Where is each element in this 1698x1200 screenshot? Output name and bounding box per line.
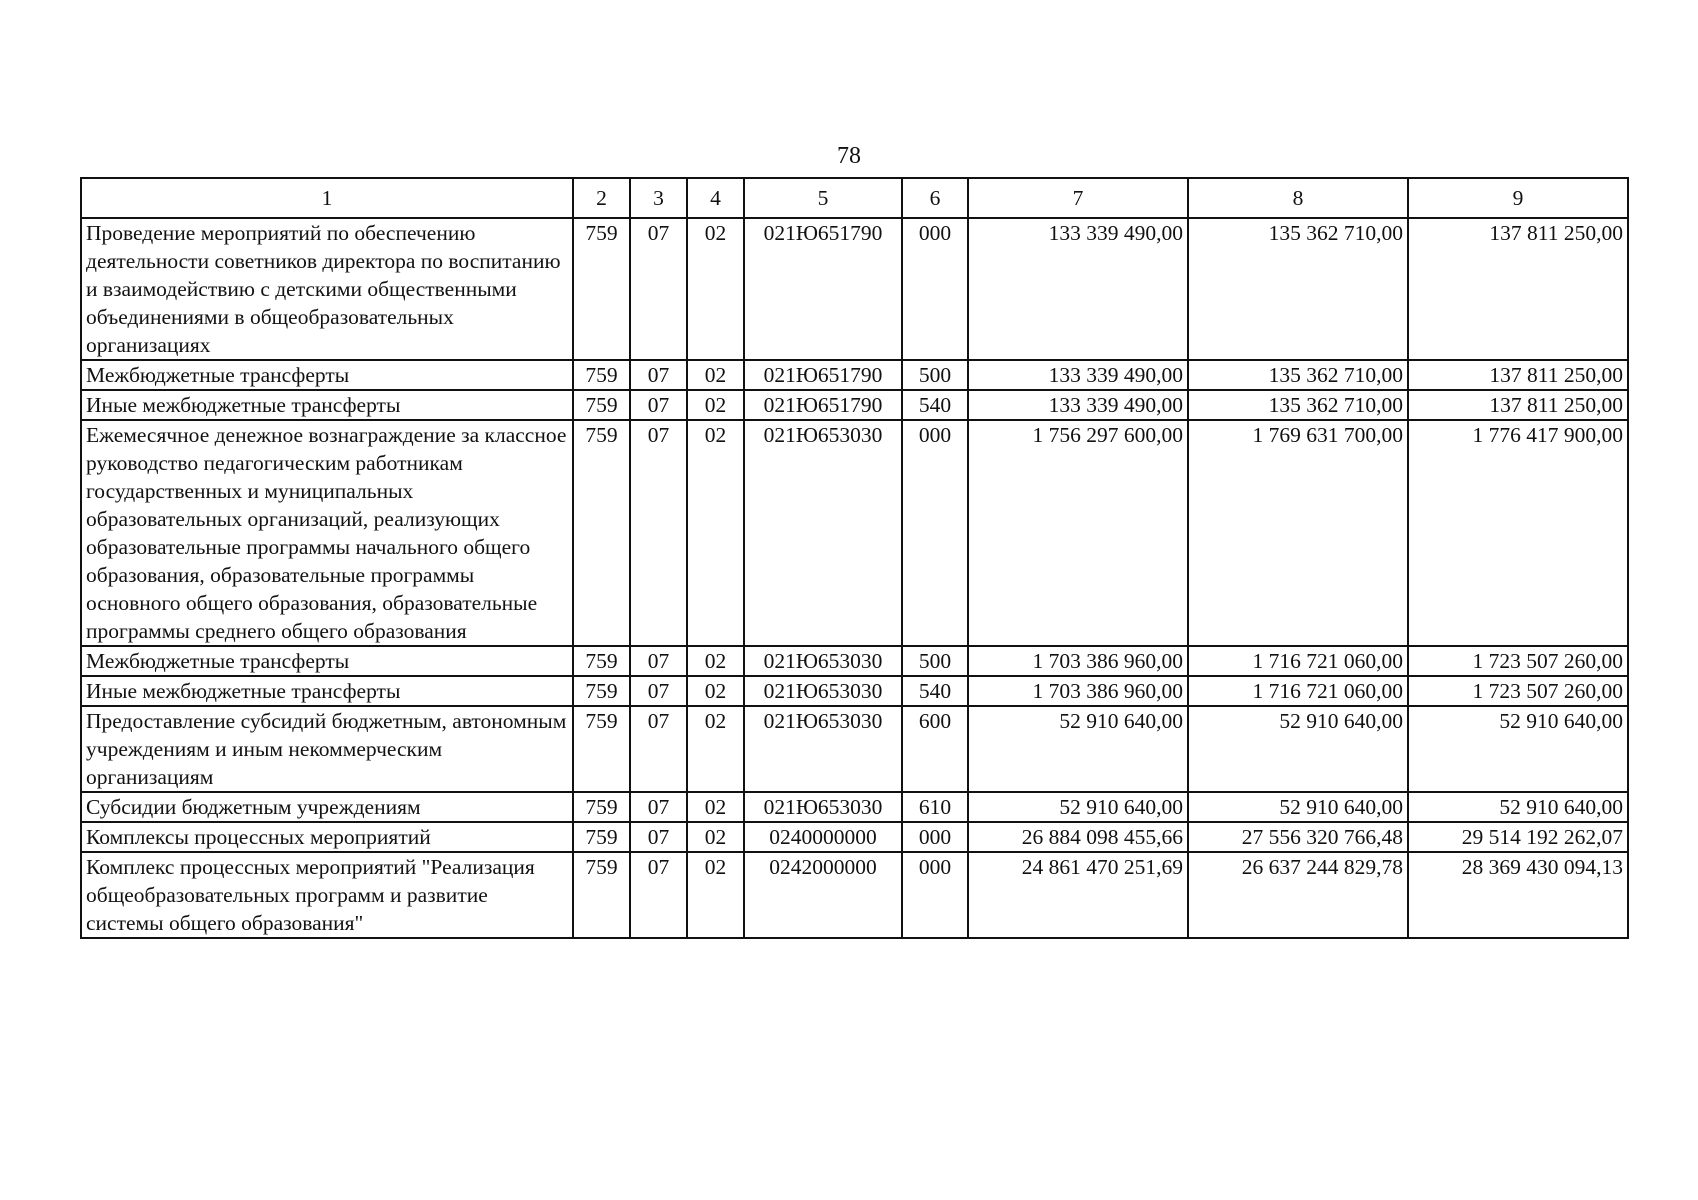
column-header-7: 7 (968, 178, 1188, 218)
row-name: Комплекс процессных мероприятий "Реализация общеобразовательных программ и развитие системы общего образования" (81, 852, 573, 938)
section-code: 07 (630, 360, 687, 390)
section-code: 07 (630, 646, 687, 676)
target-article-code: 021Ю651790 (744, 360, 902, 390)
row-name: Комплексы процессных мероприятий (81, 822, 573, 852)
row-name: Проведение мероприятий по обеспечению деятельности советников директора по воспитанию и взаимодействию с детскими общественными объединениями в общеобразовательных организациях (81, 218, 573, 360)
subsection-code: 02 (687, 360, 744, 390)
amount-col-7: 52 910 640,00 (968, 792, 1188, 822)
header-row (81, 178, 1628, 218)
amount-col-8: 1 716 721 060,00 (1188, 646, 1408, 676)
table-row (81, 822, 1628, 852)
column-header-6: 6 (902, 178, 968, 218)
section-code: 07 (630, 218, 687, 360)
row-name: Иные межбюджетные трансферты (81, 390, 573, 420)
table-row (81, 420, 1628, 646)
ministry-code: 759 (573, 646, 630, 676)
expense-type-code: 500 (902, 646, 968, 676)
ministry-code: 759 (573, 852, 630, 938)
amount-col-7: 133 339 490,00 (968, 390, 1188, 420)
ministry-code: 759 (573, 390, 630, 420)
expense-type-code: 540 (902, 390, 968, 420)
amount-col-9: 52 910 640,00 (1408, 792, 1628, 822)
expense-type-code: 540 (902, 676, 968, 706)
amount-col-7: 1 703 386 960,00 (968, 646, 1188, 676)
row-name: Межбюджетные трансферты (81, 646, 573, 676)
amount-col-7: 26 884 098 455,66 (968, 822, 1188, 852)
amount-col-8: 26 637 244 829,78 (1188, 852, 1408, 938)
amount-col-9: 137 811 250,00 (1408, 390, 1628, 420)
amount-col-7: 133 339 490,00 (968, 360, 1188, 390)
ministry-code: 759 (573, 360, 630, 390)
row-name: Иные межбюджетные трансферты (81, 676, 573, 706)
column-header-8: 8 (1188, 178, 1408, 218)
amount-col-9: 1 723 507 260,00 (1408, 646, 1628, 676)
column-header-1: 1 (81, 178, 573, 218)
ministry-code: 759 (573, 706, 630, 792)
subsection-code: 02 (687, 852, 744, 938)
amount-col-9: 1 723 507 260,00 (1408, 676, 1628, 706)
amount-col-7: 24 861 470 251,69 (968, 852, 1188, 938)
expense-type-code: 000 (902, 822, 968, 852)
target-article-code: 021Ю653030 (744, 420, 902, 646)
column-header-3: 3 (630, 178, 687, 218)
target-article-code: 021Ю653030 (744, 792, 902, 822)
expense-type-code: 000 (902, 852, 968, 938)
amount-col-8: 52 910 640,00 (1188, 706, 1408, 792)
subsection-code: 02 (687, 390, 744, 420)
amount-col-7: 1 703 386 960,00 (968, 676, 1188, 706)
amount-col-8: 135 362 710,00 (1188, 390, 1408, 420)
column-header-5: 5 (744, 178, 902, 218)
page-number: 78 (837, 143, 861, 169)
amount-col-8: 1 716 721 060,00 (1188, 676, 1408, 706)
ministry-code: 759 (573, 218, 630, 360)
amount-col-9: 137 811 250,00 (1408, 218, 1628, 360)
table-row (81, 218, 1628, 360)
target-article-code: 0242000000 (744, 852, 902, 938)
table-row (81, 646, 1628, 676)
amount-col-9: 52 910 640,00 (1408, 706, 1628, 792)
expense-type-code: 600 (902, 706, 968, 792)
amount-col-8: 52 910 640,00 (1188, 792, 1408, 822)
amount-col-7: 52 910 640,00 (968, 706, 1188, 792)
amount-col-7: 133 339 490,00 (968, 218, 1188, 360)
table-row (81, 706, 1628, 792)
ministry-code: 759 (573, 822, 630, 852)
table-row (81, 852, 1628, 938)
ministry-code: 759 (573, 676, 630, 706)
section-code: 07 (630, 676, 687, 706)
row-name: Межбюджетные трансферты (81, 360, 573, 390)
column-header-4: 4 (687, 178, 744, 218)
subsection-code: 02 (687, 676, 744, 706)
amount-col-9: 29 514 192 262,07 (1408, 822, 1628, 852)
subsection-code: 02 (687, 646, 744, 676)
amount-col-9: 137 811 250,00 (1408, 360, 1628, 390)
amount-col-8: 27 556 320 766,48 (1188, 822, 1408, 852)
table-row (81, 360, 1628, 390)
section-code: 07 (630, 822, 687, 852)
expense-type-code: 000 (902, 218, 968, 360)
ministry-code: 759 (573, 792, 630, 822)
table-row (81, 676, 1628, 706)
target-article-code: 021Ю653030 (744, 676, 902, 706)
subsection-code: 02 (687, 706, 744, 792)
ministry-code: 759 (573, 420, 630, 646)
section-code: 07 (630, 792, 687, 822)
section-code: 07 (630, 390, 687, 420)
table-row (81, 390, 1628, 420)
amount-col-7: 1 756 297 600,00 (968, 420, 1188, 646)
expense-type-code: 610 (902, 792, 968, 822)
subsection-code: 02 (687, 822, 744, 852)
table-row (81, 792, 1628, 822)
expense-type-code: 000 (902, 420, 968, 646)
section-code: 07 (630, 420, 687, 646)
target-article-code: 0240000000 (744, 822, 902, 852)
amount-col-8: 135 362 710,00 (1188, 360, 1408, 390)
amount-col-8: 135 362 710,00 (1188, 218, 1408, 360)
column-header-2: 2 (573, 178, 630, 218)
subsection-code: 02 (687, 420, 744, 646)
amount-col-8: 1 769 631 700,00 (1188, 420, 1408, 646)
row-name: Предоставление субсидий бюджетным, автономным учреждениям и иным некоммерческим организациям (81, 706, 573, 792)
amount-col-9: 28 369 430 094,13 (1408, 852, 1628, 938)
column-header-9: 9 (1408, 178, 1628, 218)
target-article-code: 021Ю651790 (744, 218, 902, 360)
subsection-code: 02 (687, 792, 744, 822)
row-name: Ежемесячное денежное вознаграждение за классное руководство педагогическим работникам государственных и муниципальных образовательных организаций, реализующих образовательные программы начального общего образования, образовательные программы основного общего образования, образовательные программы среднего общего образования (81, 420, 573, 646)
subsection-code: 02 (687, 218, 744, 360)
amount-col-9: 1 776 417 900,00 (1408, 420, 1628, 646)
target-article-code: 021Ю653030 (744, 646, 902, 676)
target-article-code: 021Ю651790 (744, 390, 902, 420)
budget-table (80, 177, 1629, 939)
expense-type-code: 500 (902, 360, 968, 390)
section-code: 07 (630, 852, 687, 938)
target-article-code: 021Ю653030 (744, 706, 902, 792)
section-code: 07 (630, 706, 687, 792)
row-name: Субсидии бюджетным учреждениям (81, 792, 573, 822)
